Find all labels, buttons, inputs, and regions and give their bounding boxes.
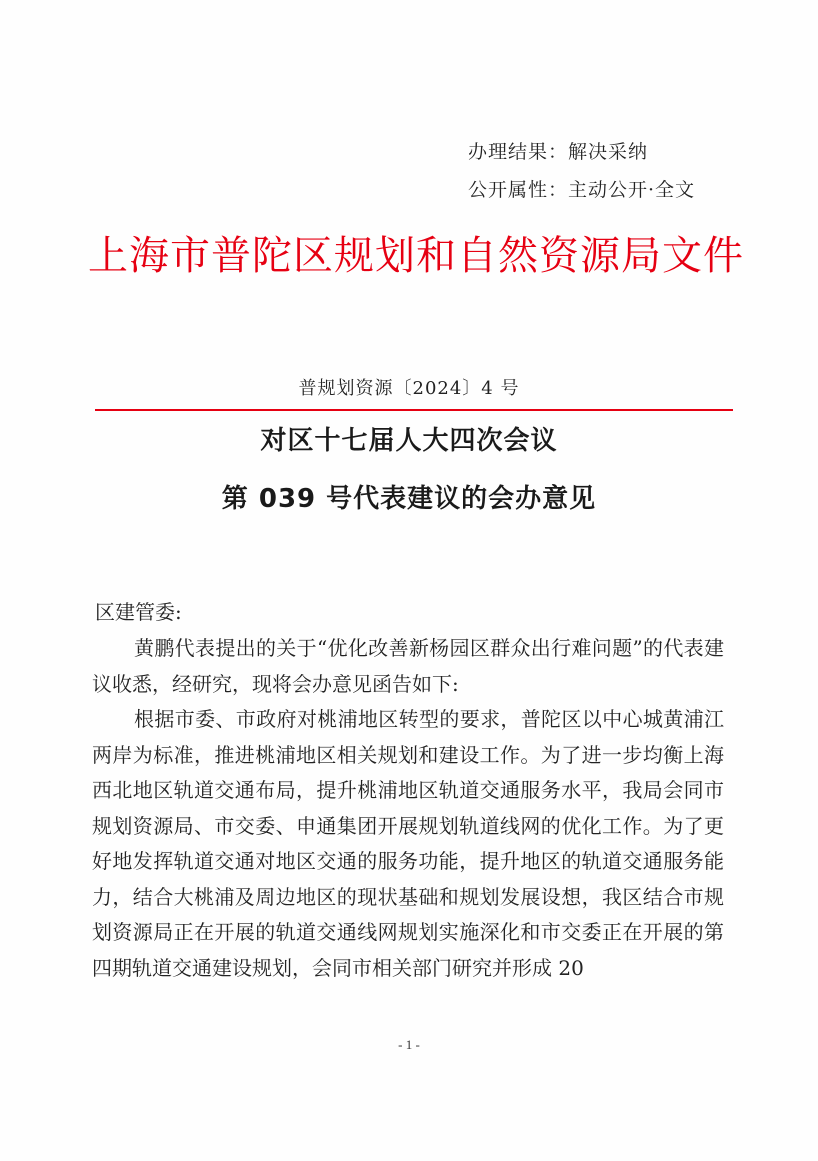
salutation: 区建管委: (95, 600, 182, 624)
disclosure-attribute: 公开属性：主动公开·全文 (468, 179, 696, 201)
issuing-org-title: 上海市普陀区规划和自然资源局文件 (88, 233, 744, 279)
red-divider-line (95, 409, 733, 411)
body-text (92, 631, 724, 986)
subject-line-1: 对区十七届人大四次会议 (260, 426, 558, 456)
paragraph: 黄鹏代表提出的关于“优化改善新杨园区群众出行难问题”的代表建议收悉，经研究，现将会办意见函告如下: (92, 636, 724, 696)
document-number: 普规划资源〔2024〕4 号 (298, 378, 520, 399)
handling-result: 办理结果：解决采纳 (468, 141, 649, 163)
subject-line-2: 第 039 号代表建议的会办意见 (221, 484, 597, 514)
page-number: - 1 - (398, 1037, 420, 1052)
paragraph: 根据市委、市政府对桃浦地区转型的要求，普陀区以中心城黄浦江两岸为标准，推进桃浦地区相关规划和建设工作。为了进一步均衡上海西北地区轨道交通布局，提升桃浦地区轨道交通服务水平，我局会同市规划资源局、市交委、申通集团开展规划轨道线网的优化工作。为了更好地发挥轨道交通对地区交通的服务功能，提升地区的轨道交通服务能力，结合大桃浦及周边地区的现状基础和规划发展设想，我区结合市规划资源局正在开展的轨道交通线网规划实施深化和市交委正在开展的第四期轨道交通建设规划，会同市相关部门研究并形成 20 (92, 707, 724, 980)
